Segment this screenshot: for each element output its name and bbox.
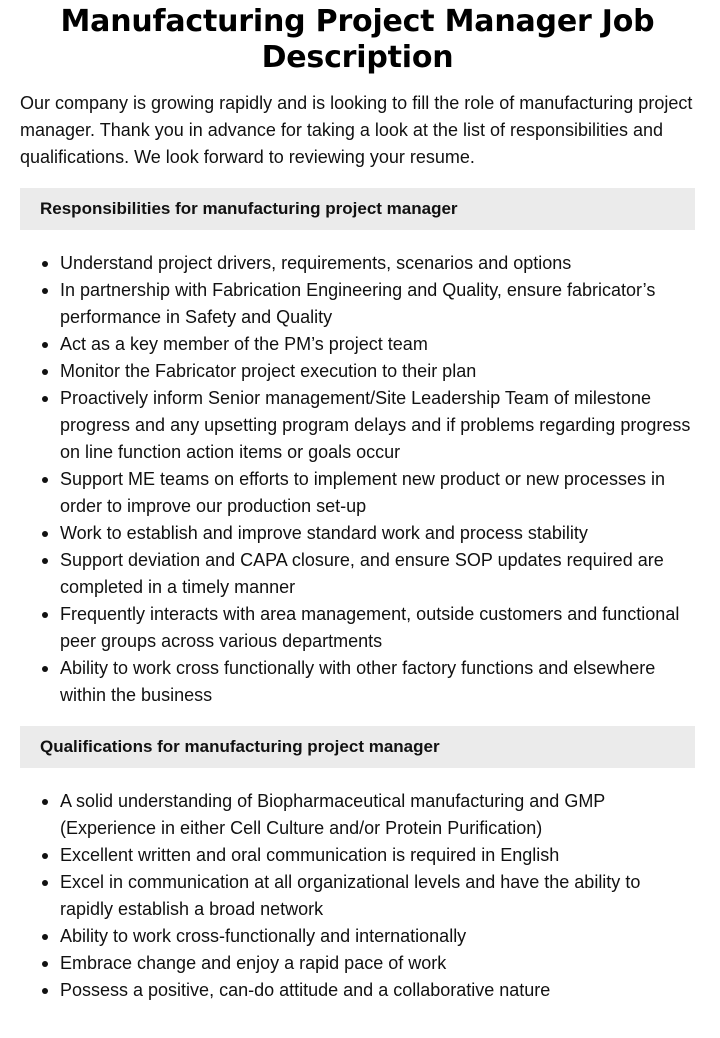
qualification-item: A solid understanding of Biopharmaceutical manufacturing and GMP (Experience in either Cell Culture and/or Protein Purification) bbox=[60, 788, 695, 842]
page-title: Manufacturing Project Manager Job Description bbox=[60, 4, 655, 75]
responsibility-item: Understand project drivers, requirements, scenarios and options bbox=[60, 250, 695, 277]
intro-paragraph: Our company is growing rapidly and is looking to fill the role of manufacturing project manager. Thank you in advance for taking a look at the list of responsibilities and qualifications. We look forward to reviewing your resume. bbox=[20, 93, 693, 167]
responsibility-item: Ability to work cross functionally with other factory functions and elsewhere within the business bbox=[60, 655, 695, 709]
responsibility-item: Support ME teams on efforts to implement new product or new processes in order to improve our production set-up bbox=[60, 466, 695, 520]
qualification-item: Ability to work cross-functionally and internationally bbox=[60, 923, 695, 950]
responsibilities-heading: Responsibilities for manufacturing project manager bbox=[20, 188, 695, 230]
responsibility-item: Frequently interacts with area management, outside customers and functional peer groups across various departments bbox=[60, 601, 695, 655]
responsibility-item: In partnership with Fabrication Engineering and Quality, ensure fabricator’s performance in Safety and Quality bbox=[60, 277, 695, 331]
qualifications-list bbox=[20, 788, 695, 1004]
responsibility-item: Monitor the Fabricator project execution to their plan bbox=[60, 358, 695, 385]
qualifications-heading: Qualifications for manufacturing project manager bbox=[20, 726, 695, 768]
responsibility-item: Work to establish and improve standard work and process stability bbox=[60, 520, 695, 547]
responsibility-item: Act as a key member of the PM’s project team bbox=[60, 331, 695, 358]
responsibility-item: Support deviation and CAPA closure, and ensure SOP updates required are completed in a timely manner bbox=[60, 547, 695, 601]
qualification-item: Excellent written and oral communication is required in English bbox=[60, 842, 695, 869]
qualification-item: Possess a positive, can-do attitude and a collaborative nature bbox=[60, 977, 695, 1004]
qualification-item: Excel in communication at all organizational levels and have the ability to rapidly establish a broad network bbox=[60, 869, 695, 923]
qualification-item: Embrace change and enjoy a rapid pace of work bbox=[60, 950, 695, 977]
responsibility-item: Proactively inform Senior management/Site Leadership Team of milestone progress and any upsetting program delays and if problems regarding progress on line function action items or goals occur bbox=[60, 385, 695, 466]
responsibilities-list bbox=[20, 250, 695, 709]
